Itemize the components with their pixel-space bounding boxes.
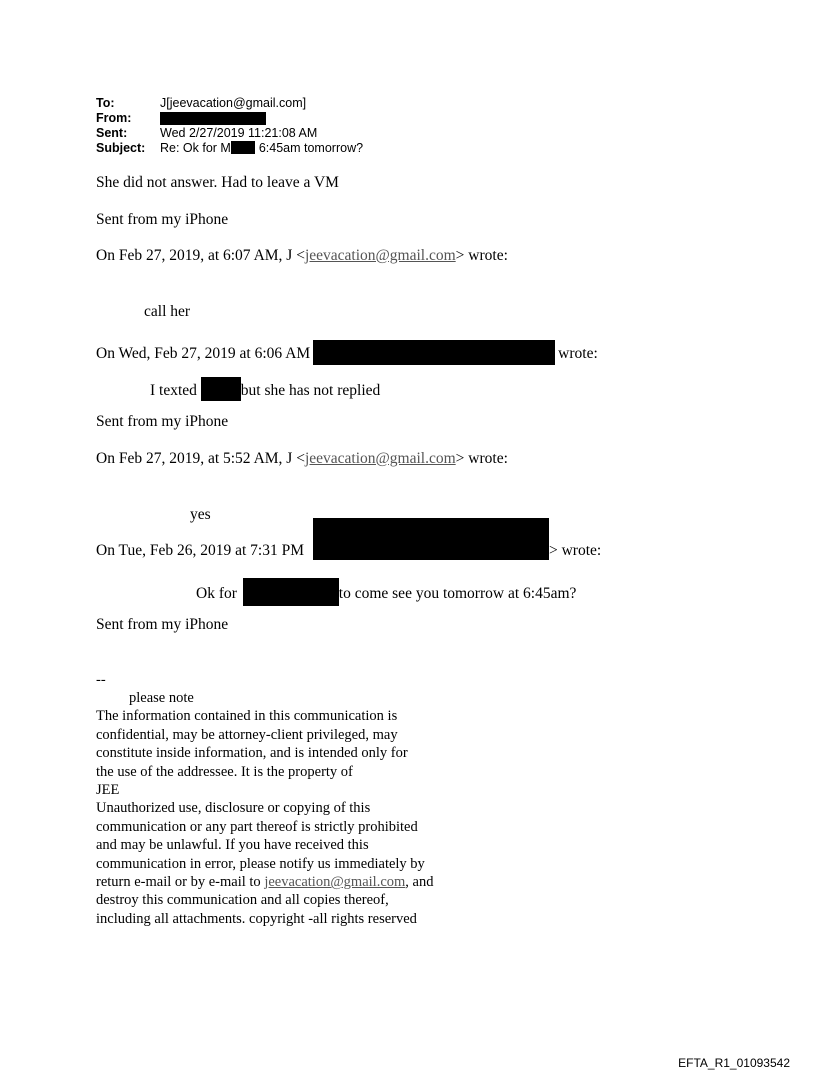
redaction-block xyxy=(160,112,266,125)
bates-number: EFTA_R1_01093542 xyxy=(678,1056,790,1070)
disclaimer-line: The information contained in this communication is xyxy=(96,708,398,725)
disclaimer-line: the use of the addressee. It is the property of xyxy=(96,763,353,780)
quote-header: On Wed, Feb 27, 2019 at 6:06 AM wrote: xyxy=(96,340,598,365)
signature-separator: -- xyxy=(96,672,106,688)
redaction-block xyxy=(231,141,255,154)
redaction-block xyxy=(313,518,549,560)
message-text: I texted but she has not replied xyxy=(150,377,380,401)
email-link[interactable]: jeevacation@gmail.com xyxy=(304,247,456,264)
quote-header-suffix: > wrote: xyxy=(549,542,602,559)
disclaimer-note: please note xyxy=(129,690,194,706)
disclaimer-line: destroy this communication and all copies thereof, xyxy=(96,892,389,909)
disclaimer-line: confidential, may be attorney-client privileged, may xyxy=(96,726,398,743)
disclaimer-line: return e-mail or by e-mail to jeevacation@gmail.com, and xyxy=(96,874,434,891)
to-value: J[jeevacation@gmail.com] xyxy=(160,96,307,110)
email-header xyxy=(96,96,363,156)
message-text: Ok for to come see you tomorrow at 6:45am? xyxy=(196,578,576,606)
signature: Sent from my iPhone xyxy=(96,413,229,430)
quote-header: On Feb 27, 2019, at 5:52 AM, J <jeevacation@gmail.com> wrote: xyxy=(96,450,508,467)
header-subject-row xyxy=(96,141,363,156)
message-text: call her xyxy=(144,303,191,320)
subject-label: Subject: xyxy=(96,141,146,155)
disclaimer-line: constitute inside information, and is intended only for xyxy=(96,745,408,762)
email-link[interactable]: jeevacation@gmail.com xyxy=(264,874,406,891)
to-label: To: xyxy=(96,96,115,110)
quote-header: On Feb 27, 2019, at 6:07 AM, J <jeevacation@gmail.com> wrote: xyxy=(96,247,508,264)
email-link[interactable]: jeevacation@gmail.com xyxy=(304,450,456,467)
redaction-block xyxy=(313,340,555,365)
header-from-row xyxy=(96,111,363,126)
disclaimer-line: and may be unlawful. If you have received this xyxy=(96,837,369,854)
subject-value: Re: Ok for M 6:45am tomorrow? xyxy=(160,141,364,155)
message-text: yes xyxy=(190,506,211,523)
disclaimer-line: including all attachments. copyright -all rights reserved xyxy=(96,910,417,927)
quote-header-prefix: On Tue, Feb 26, 2019 at 7:31 PM xyxy=(96,542,304,559)
redaction-block xyxy=(201,377,241,401)
sent-value: Wed 2/27/2019 11:21:08 AM xyxy=(160,126,318,140)
disclaimer-line: communication or any part thereof is strictly prohibited xyxy=(96,818,418,835)
disclaimer-line: JEE xyxy=(96,782,120,799)
sent-label: Sent: xyxy=(96,126,128,140)
header-to-row xyxy=(96,96,363,111)
redaction-block xyxy=(243,578,339,606)
disclaimer-line: Unauthorized use, disclosure or copying of this xyxy=(96,800,371,817)
signature: Sent from my iPhone xyxy=(96,211,229,228)
signature: Sent from my iPhone xyxy=(96,616,229,633)
confidentiality-disclaimer xyxy=(96,689,496,928)
reply-text: She did not answer. Had to leave a VM xyxy=(96,174,339,191)
disclaimer-line: communication in error, please notify us immediately by xyxy=(96,855,425,872)
header-sent-row xyxy=(96,126,363,141)
from-label: From: xyxy=(96,111,132,125)
